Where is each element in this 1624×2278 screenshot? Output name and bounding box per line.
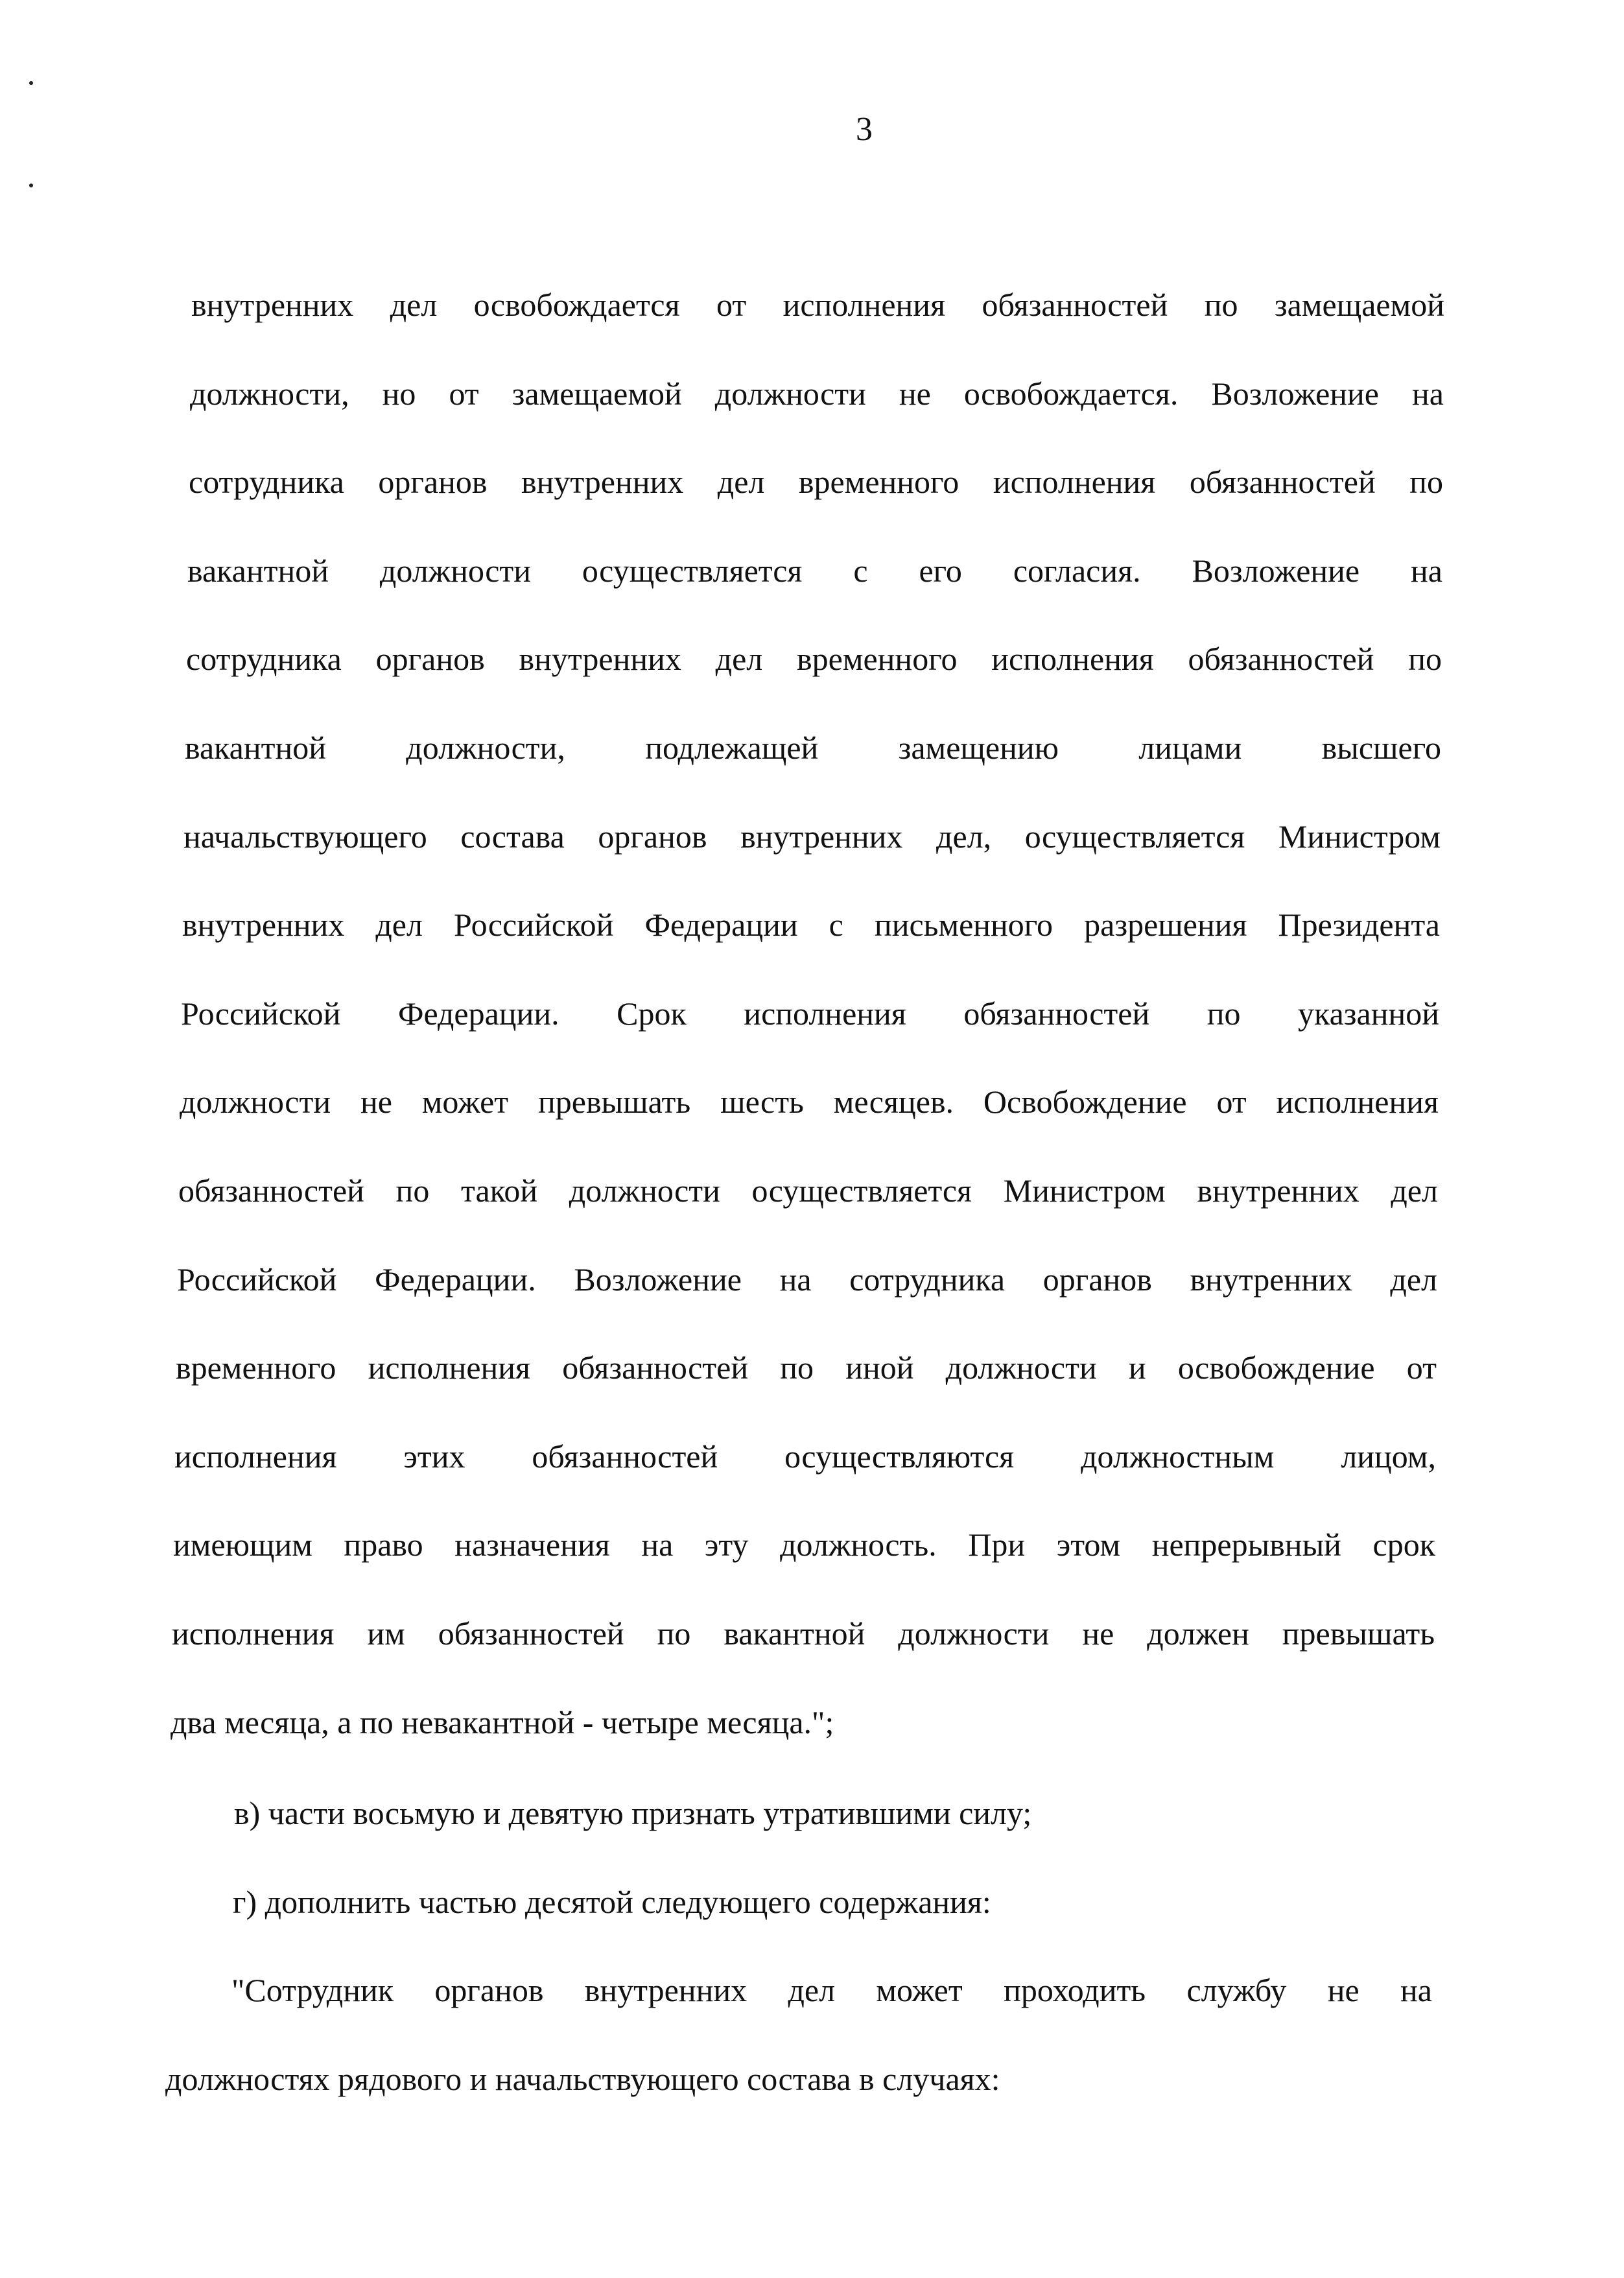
text-line: должности, но от замещаемой должности не освобождается. Возложение на [190, 375, 1444, 412]
text-line: два месяца, а по невакантной - четыре месяца."; [171, 1703, 834, 1740]
page-number: 3 [856, 111, 873, 148]
text-line: сотрудника органов внутренних дел временного исполнения обязанностей по [186, 641, 1442, 678]
text-line: г) дополнить частью десятой следующего содержания: [233, 1883, 991, 1920]
text-line: вакантной должности осуществляется с его согласия. Возложение на [187, 552, 1442, 589]
text-line: внутренних дел Российской Федерации с письменного разрешения Президента [182, 907, 1440, 943]
text-line: должности не может превышать шесть месяцев. Освобождение от исполнения [180, 1084, 1439, 1121]
text-line: сотрудника органов внутренних дел временного исполнения обязанностей по [189, 464, 1443, 501]
scan-speck [29, 81, 33, 85]
text-line: "Сотрудник органов внутренних дел может проходить службу не на [231, 1972, 1432, 2009]
text-line: обязанностей по такой должности осуществляется Министром внутренних дел [178, 1172, 1438, 1209]
text-line: исполнения им обязанностей по вакантной должности не должен превышать [172, 1615, 1435, 1652]
text-line: внутренних дел освобождается от исполнения обязанностей по замещаемой [191, 287, 1444, 323]
text-line: Российской Федерации. Срок исполнения обязанностей по указанной [181, 995, 1439, 1032]
text-line: вакантной должности, подлежащей замещению лицами высшего [185, 730, 1441, 766]
text-line: в) части восьмую и девятую признать утратившими силу; [234, 1795, 1032, 1832]
text-line: временного исполнения обязанностей по иной должности и освобождение от [176, 1349, 1437, 1386]
text-line: Российской Федерации. Возложение на сотрудника органов внутренних дел [177, 1261, 1437, 1298]
text-line: исполнения этих обязанностей осуществляются должностным лицом, [174, 1438, 1436, 1475]
text-line: начальствующего состава органов внутренних дел, осуществляется Министром [183, 818, 1441, 855]
scan-speck [29, 184, 33, 187]
text-line: должностях рядового и начальствующего состава в случаях: [165, 2061, 1000, 2097]
text-line: имеющим право назначения на эту должность. При этом непрерывный срок [173, 1526, 1435, 1563]
